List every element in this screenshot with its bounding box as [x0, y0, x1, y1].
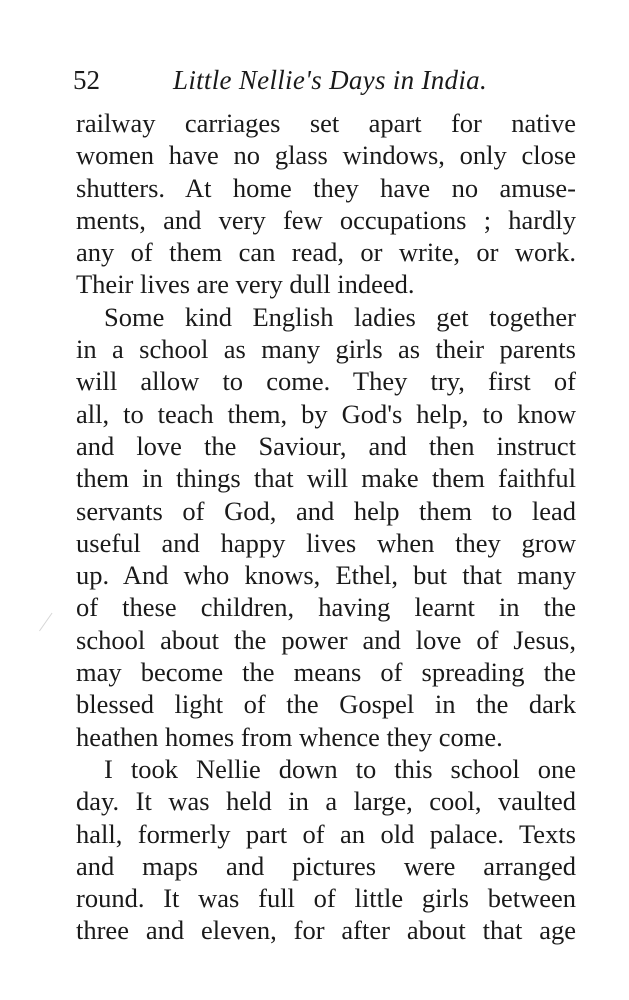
text-line: day. It was held in a large, cool, vaulted: [76, 786, 576, 817]
text-line: useful and happy lives when they grow: [76, 527, 576, 558]
text-line: shutters. At home they have no amuse-: [76, 172, 576, 203]
text-line: ments, and very few occupations ; hardly: [76, 204, 576, 235]
text-line: and love the Saviour, and then instruct: [76, 430, 576, 461]
margin-mark: [39, 613, 64, 640]
text-line: Their lives are very dull indeed.: [76, 269, 415, 300]
text-line: of these children, having learnt in the: [76, 592, 576, 623]
text-line: up. And who knows, Ethel, but that many: [76, 560, 576, 591]
text-line: heathen homes from whence they come.: [76, 721, 503, 752]
text-line: all, to teach them, by God's help, to know: [76, 398, 576, 429]
running-title: Little Nellie's Days in India.: [173, 65, 488, 95]
body-text: [76, 107, 576, 947]
text-line: them in things that will make them faithful: [76, 463, 576, 494]
text-line: may become the means of spreading the: [76, 657, 576, 688]
text-line: any of them can read, or write, or work.: [76, 237, 576, 268]
text-line: blessed light of the Gospel in the dark: [76, 689, 576, 720]
text-line: Some kind English ladies get together: [104, 301, 576, 332]
text-line: in a school as many girls as their parents: [76, 334, 576, 365]
text-line: women have no glass windows, only close: [76, 140, 576, 171]
text-line: and maps and pictures were arranged: [76, 850, 576, 881]
text-line: round. It was full of little girls between: [76, 883, 576, 914]
text-line: servants of God, and help them to lead: [76, 495, 576, 526]
text-line: I took Nellie down to this school one: [104, 753, 576, 784]
page-number: 52: [73, 65, 100, 95]
text-line: hall, formerly part of an old palace. Texts: [76, 818, 576, 849]
text-line: railway carriages set apart for native: [76, 108, 576, 138]
text-line: will allow to come. They try, first of: [76, 366, 576, 397]
text-line: school about the power and love of Jesus,: [76, 624, 576, 655]
text-line: three and eleven, for after about that age: [76, 915, 576, 946]
running-head: [73, 62, 573, 98]
